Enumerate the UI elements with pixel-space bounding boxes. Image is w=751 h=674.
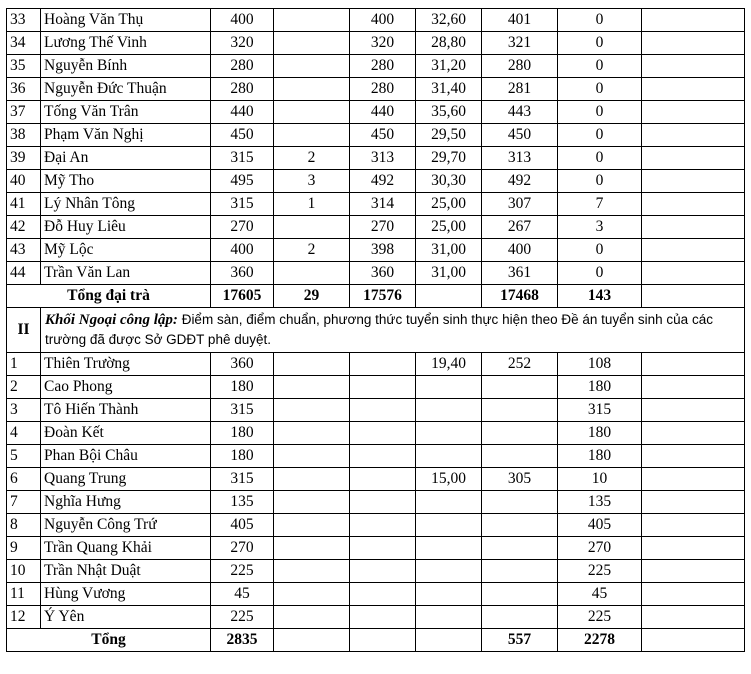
total-value: 2278 bbox=[558, 629, 642, 652]
school-name-cell: Lương Thế Vinh bbox=[41, 32, 211, 55]
value-cell: 400 bbox=[482, 239, 558, 262]
empty-cell bbox=[642, 193, 745, 216]
value-cell bbox=[274, 537, 350, 560]
stt-cell: 40 bbox=[7, 170, 41, 193]
value-cell: 405 bbox=[558, 514, 642, 537]
value-cell bbox=[416, 422, 482, 445]
value-cell bbox=[274, 399, 350, 422]
value-cell bbox=[274, 606, 350, 629]
total-row bbox=[7, 629, 745, 652]
section-number: II bbox=[7, 308, 41, 353]
stt-cell: 37 bbox=[7, 101, 41, 124]
value-cell: 2 bbox=[274, 239, 350, 262]
school-name-cell: Nguyễn Bính bbox=[41, 55, 211, 78]
value-cell: 492 bbox=[482, 170, 558, 193]
value-cell bbox=[416, 514, 482, 537]
value-cell: 400 bbox=[211, 239, 274, 262]
value-cell bbox=[274, 514, 350, 537]
empty-cell bbox=[642, 239, 745, 262]
empty-cell bbox=[642, 606, 745, 629]
stt-cell: 39 bbox=[7, 147, 41, 170]
school-name-cell: Hoàng Văn Thụ bbox=[41, 9, 211, 32]
value-cell bbox=[274, 445, 350, 468]
table-row bbox=[7, 55, 745, 78]
stt-cell: 41 bbox=[7, 193, 41, 216]
table-row bbox=[7, 193, 745, 216]
value-cell bbox=[482, 514, 558, 537]
table-row bbox=[7, 583, 745, 606]
value-cell bbox=[350, 376, 416, 399]
value-cell: 225 bbox=[558, 560, 642, 583]
total-value: 2835 bbox=[211, 629, 274, 652]
table-row bbox=[7, 353, 745, 376]
value-cell: 180 bbox=[558, 376, 642, 399]
value-cell: 401 bbox=[482, 9, 558, 32]
value-cell bbox=[274, 560, 350, 583]
school-name-cell: Cao Phong bbox=[41, 376, 211, 399]
stt-cell: 12 bbox=[7, 606, 41, 629]
value-cell: 443 bbox=[482, 101, 558, 124]
value-cell bbox=[416, 537, 482, 560]
school-name-cell: Ý Yên bbox=[41, 606, 211, 629]
empty-cell bbox=[642, 353, 745, 376]
value-cell: 29,50 bbox=[416, 124, 482, 147]
value-cell bbox=[350, 583, 416, 606]
value-cell bbox=[274, 9, 350, 32]
school-name-cell: Đoàn Kết bbox=[41, 422, 211, 445]
school-name-cell: Nghĩa Hưng bbox=[41, 491, 211, 514]
value-cell bbox=[274, 32, 350, 55]
value-cell bbox=[416, 399, 482, 422]
value-cell: 15,00 bbox=[416, 468, 482, 491]
value-cell: 361 bbox=[482, 262, 558, 285]
value-cell: 320 bbox=[211, 32, 274, 55]
stt-cell: 5 bbox=[7, 445, 41, 468]
value-cell bbox=[350, 491, 416, 514]
value-cell: 1 bbox=[274, 193, 350, 216]
empty-cell bbox=[642, 170, 745, 193]
value-cell bbox=[482, 606, 558, 629]
table-row bbox=[7, 491, 745, 514]
empty-cell bbox=[642, 55, 745, 78]
value-cell: 0 bbox=[558, 9, 642, 32]
value-cell: 360 bbox=[211, 353, 274, 376]
total-value: 143 bbox=[558, 285, 642, 308]
stt-cell: 6 bbox=[7, 468, 41, 491]
table-row bbox=[7, 170, 745, 193]
value-cell: 31,20 bbox=[416, 55, 482, 78]
empty-cell bbox=[642, 285, 745, 308]
value-cell: 25,00 bbox=[416, 216, 482, 239]
value-cell: 45 bbox=[558, 583, 642, 606]
value-cell: 0 bbox=[558, 32, 642, 55]
value-cell bbox=[350, 537, 416, 560]
value-cell: 0 bbox=[558, 262, 642, 285]
value-cell: 305 bbox=[482, 468, 558, 491]
value-cell: 0 bbox=[558, 170, 642, 193]
value-cell: 7 bbox=[558, 193, 642, 216]
value-cell: 315 bbox=[211, 399, 274, 422]
stt-cell: 35 bbox=[7, 55, 41, 78]
value-cell bbox=[274, 124, 350, 147]
school-name-cell: Mỹ Tho bbox=[41, 170, 211, 193]
value-cell bbox=[482, 491, 558, 514]
total-value: 557 bbox=[482, 629, 558, 652]
value-cell: 280 bbox=[211, 78, 274, 101]
value-cell: 0 bbox=[558, 147, 642, 170]
value-cell: 28,80 bbox=[416, 32, 482, 55]
table-row bbox=[7, 514, 745, 537]
value-cell bbox=[482, 422, 558, 445]
stt-cell: 10 bbox=[7, 560, 41, 583]
total-value: 29 bbox=[274, 285, 350, 308]
school-name-cell: Lý Nhân Tông bbox=[41, 193, 211, 216]
value-cell: 492 bbox=[350, 170, 416, 193]
value-cell bbox=[274, 583, 350, 606]
value-cell: 320 bbox=[350, 32, 416, 55]
table-row bbox=[7, 78, 745, 101]
value-cell: 30,30 bbox=[416, 170, 482, 193]
empty-cell bbox=[642, 78, 745, 101]
school-name-cell: Đại An bbox=[41, 147, 211, 170]
school-name-cell: Nguyễn Công Trứ bbox=[41, 514, 211, 537]
stt-cell: 42 bbox=[7, 216, 41, 239]
value-cell: 313 bbox=[350, 147, 416, 170]
table-row bbox=[7, 606, 745, 629]
value-cell bbox=[416, 560, 482, 583]
value-cell: 360 bbox=[211, 262, 274, 285]
value-cell: 440 bbox=[211, 101, 274, 124]
value-cell: 135 bbox=[558, 491, 642, 514]
table-row bbox=[7, 101, 745, 124]
value-cell: 180 bbox=[211, 422, 274, 445]
value-cell: 29,70 bbox=[416, 147, 482, 170]
empty-cell bbox=[642, 491, 745, 514]
empty-cell bbox=[642, 124, 745, 147]
value-cell: 450 bbox=[211, 124, 274, 147]
value-cell: 10 bbox=[558, 468, 642, 491]
value-cell bbox=[350, 399, 416, 422]
value-cell: 307 bbox=[482, 193, 558, 216]
value-cell: 450 bbox=[350, 124, 416, 147]
school-name-cell: Nguyễn Đức Thuận bbox=[41, 78, 211, 101]
total-label: Tổng bbox=[7, 629, 211, 652]
value-cell bbox=[274, 55, 350, 78]
empty-cell bbox=[642, 101, 745, 124]
value-cell bbox=[274, 353, 350, 376]
empty-cell bbox=[642, 262, 745, 285]
stt-cell: 43 bbox=[7, 239, 41, 262]
table-row bbox=[7, 445, 745, 468]
value-cell: 321 bbox=[482, 32, 558, 55]
stt-cell: 1 bbox=[7, 353, 41, 376]
table-row bbox=[7, 9, 745, 32]
value-cell: 31,40 bbox=[416, 78, 482, 101]
value-cell bbox=[274, 216, 350, 239]
value-cell: 398 bbox=[350, 239, 416, 262]
value-cell: 280 bbox=[211, 55, 274, 78]
table-row bbox=[7, 537, 745, 560]
stt-cell: 7 bbox=[7, 491, 41, 514]
empty-cell bbox=[642, 537, 745, 560]
value-cell bbox=[274, 262, 350, 285]
empty-cell bbox=[642, 399, 745, 422]
value-cell: 360 bbox=[350, 262, 416, 285]
stt-cell: 11 bbox=[7, 583, 41, 606]
school-name-cell: Phạm Văn Nghị bbox=[41, 124, 211, 147]
empty-cell bbox=[642, 422, 745, 445]
value-cell: 270 bbox=[350, 216, 416, 239]
value-cell bbox=[350, 514, 416, 537]
empty-cell bbox=[642, 376, 745, 399]
admissions-table bbox=[6, 8, 745, 652]
value-cell: 180 bbox=[558, 422, 642, 445]
value-cell: 135 bbox=[211, 491, 274, 514]
value-cell: 400 bbox=[350, 9, 416, 32]
value-cell bbox=[350, 468, 416, 491]
school-name-cell: Thiên Trường bbox=[41, 353, 211, 376]
school-name-cell: Tống Văn Trân bbox=[41, 101, 211, 124]
value-cell: 3 bbox=[274, 170, 350, 193]
table-row bbox=[7, 422, 745, 445]
empty-cell bbox=[642, 629, 745, 652]
total-value bbox=[416, 629, 482, 652]
value-cell bbox=[274, 101, 350, 124]
value-cell: 31,00 bbox=[416, 239, 482, 262]
value-cell: 0 bbox=[558, 55, 642, 78]
value-cell: 45 bbox=[211, 583, 274, 606]
value-cell bbox=[482, 445, 558, 468]
stt-cell: 8 bbox=[7, 514, 41, 537]
stt-cell: 33 bbox=[7, 9, 41, 32]
empty-cell bbox=[642, 468, 745, 491]
total-value bbox=[416, 285, 482, 308]
value-cell: 315 bbox=[558, 399, 642, 422]
value-cell: 400 bbox=[211, 9, 274, 32]
table-row bbox=[7, 216, 745, 239]
stt-cell: 4 bbox=[7, 422, 41, 445]
value-cell bbox=[350, 353, 416, 376]
total-value bbox=[350, 629, 416, 652]
school-name-cell: Tô Hiến Thành bbox=[41, 399, 211, 422]
value-cell: 267 bbox=[482, 216, 558, 239]
stt-cell: 9 bbox=[7, 537, 41, 560]
value-cell: 315 bbox=[211, 468, 274, 491]
table-row bbox=[7, 124, 745, 147]
value-cell: 252 bbox=[482, 353, 558, 376]
table-row bbox=[7, 147, 745, 170]
school-name-cell: Phan Bội Châu bbox=[41, 445, 211, 468]
school-name-cell: Trần Nhật Duật bbox=[41, 560, 211, 583]
value-cell: 315 bbox=[211, 193, 274, 216]
total-value: 17576 bbox=[350, 285, 416, 308]
value-cell bbox=[416, 376, 482, 399]
value-cell: 0 bbox=[558, 101, 642, 124]
value-cell: 19,40 bbox=[416, 353, 482, 376]
value-cell: 281 bbox=[482, 78, 558, 101]
value-cell: 180 bbox=[211, 445, 274, 468]
total-label: Tổng đại trà bbox=[7, 285, 211, 308]
value-cell bbox=[482, 376, 558, 399]
value-cell: 0 bbox=[558, 78, 642, 101]
value-cell: 450 bbox=[482, 124, 558, 147]
stt-cell: 44 bbox=[7, 262, 41, 285]
table-row bbox=[7, 376, 745, 399]
value-cell: 0 bbox=[558, 239, 642, 262]
table-row bbox=[7, 32, 745, 55]
value-cell bbox=[482, 537, 558, 560]
table-row bbox=[7, 468, 745, 491]
empty-cell bbox=[642, 583, 745, 606]
value-cell bbox=[274, 78, 350, 101]
value-cell: 225 bbox=[211, 560, 274, 583]
value-cell bbox=[416, 583, 482, 606]
total-value bbox=[274, 629, 350, 652]
value-cell bbox=[350, 445, 416, 468]
stt-cell: 36 bbox=[7, 78, 41, 101]
value-cell bbox=[274, 468, 350, 491]
section-description bbox=[41, 308, 745, 353]
value-cell: 35,60 bbox=[416, 101, 482, 124]
value-cell bbox=[482, 583, 558, 606]
school-name-cell: Quang Trung bbox=[41, 468, 211, 491]
value-cell: 108 bbox=[558, 353, 642, 376]
table-row bbox=[7, 262, 745, 285]
value-cell: 440 bbox=[350, 101, 416, 124]
stt-cell: 2 bbox=[7, 376, 41, 399]
empty-cell bbox=[642, 9, 745, 32]
value-cell: 32,60 bbox=[416, 9, 482, 32]
value-cell: 314 bbox=[350, 193, 416, 216]
school-name-cell: Trần Văn Lan bbox=[41, 262, 211, 285]
section-text: Điểm sàn, điểm chuẩn, phương thức tuyển sinh thực hiện theo Đề án tuyển sinh của các trường đã được Sở GDĐT phê duyệt. bbox=[45, 312, 713, 347]
value-cell bbox=[274, 491, 350, 514]
value-cell bbox=[350, 560, 416, 583]
value-cell: 0 bbox=[558, 124, 642, 147]
section-title: Khối Ngoại công lập: bbox=[45, 312, 178, 328]
value-cell: 25,00 bbox=[416, 193, 482, 216]
value-cell bbox=[482, 399, 558, 422]
empty-cell bbox=[642, 514, 745, 537]
value-cell bbox=[274, 422, 350, 445]
table-row bbox=[7, 399, 745, 422]
value-cell: 280 bbox=[350, 55, 416, 78]
value-cell bbox=[416, 445, 482, 468]
value-cell: 3 bbox=[558, 216, 642, 239]
empty-cell bbox=[642, 32, 745, 55]
value-cell: 31,00 bbox=[416, 262, 482, 285]
school-name-cell: Hùng Vương bbox=[41, 583, 211, 606]
school-name-cell: Mỹ Lộc bbox=[41, 239, 211, 262]
value-cell: 270 bbox=[211, 537, 274, 560]
table-row bbox=[7, 560, 745, 583]
empty-cell bbox=[642, 216, 745, 239]
total-value: 17605 bbox=[211, 285, 274, 308]
value-cell: 313 bbox=[482, 147, 558, 170]
school-name-cell: Trần Quang Khải bbox=[41, 537, 211, 560]
value-cell: 270 bbox=[558, 537, 642, 560]
value-cell bbox=[350, 422, 416, 445]
value-cell: 315 bbox=[211, 147, 274, 170]
value-cell: 180 bbox=[558, 445, 642, 468]
section-header-row bbox=[7, 308, 745, 353]
value-cell: 405 bbox=[211, 514, 274, 537]
value-cell: 225 bbox=[558, 606, 642, 629]
stt-cell: 3 bbox=[7, 399, 41, 422]
value-cell: 180 bbox=[211, 376, 274, 399]
value-cell: 270 bbox=[211, 216, 274, 239]
value-cell bbox=[416, 491, 482, 514]
value-cell: 280 bbox=[350, 78, 416, 101]
value-cell: 495 bbox=[211, 170, 274, 193]
value-cell bbox=[274, 376, 350, 399]
value-cell: 2 bbox=[274, 147, 350, 170]
stt-cell: 38 bbox=[7, 124, 41, 147]
empty-cell bbox=[642, 147, 745, 170]
value-cell bbox=[482, 560, 558, 583]
empty-cell bbox=[642, 445, 745, 468]
value-cell: 280 bbox=[482, 55, 558, 78]
value-cell bbox=[350, 606, 416, 629]
table-row bbox=[7, 239, 745, 262]
empty-cell bbox=[642, 560, 745, 583]
school-name-cell: Đỗ Huy Liêu bbox=[41, 216, 211, 239]
value-cell bbox=[416, 606, 482, 629]
total-value: 17468 bbox=[482, 285, 558, 308]
total-row bbox=[7, 285, 745, 308]
stt-cell: 34 bbox=[7, 32, 41, 55]
value-cell: 225 bbox=[211, 606, 274, 629]
